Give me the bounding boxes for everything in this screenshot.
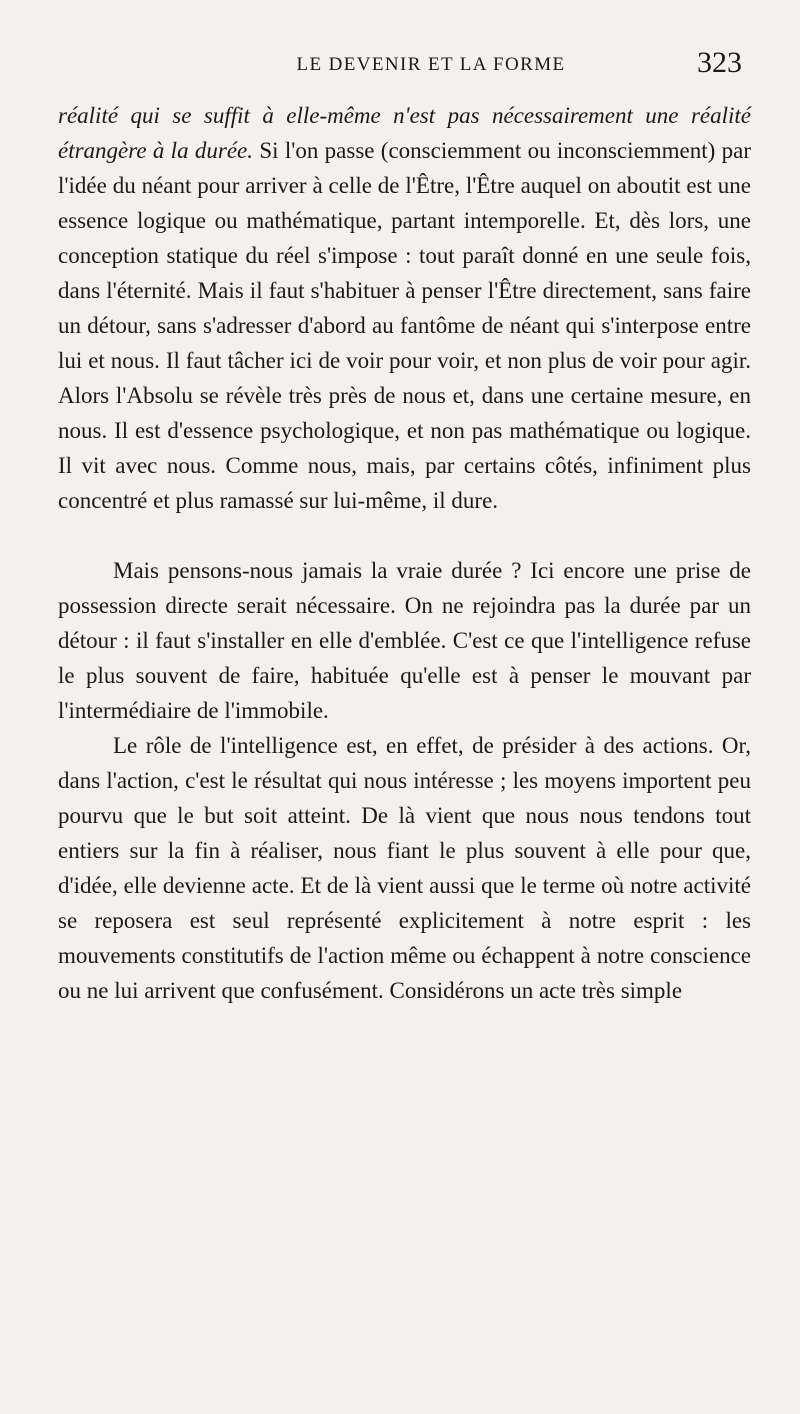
paragraph-1-italic-lead: réalité qui se suffit à elle-même n'est pas nécessairement une réalité étrangère à la durée. — [58, 103, 751, 163]
paragraph-3: Le rôle de l'intelligence est, en effet, de présider à des actions. Or, dans l'action, c'est le résultat qui nous intéresse ; les moyens importent peu pourvu que le but soit atteint. De là vient que nous nous tendons tout entiers sur la fin à réaliser, nous fiant le plus souvent à elle pour que, d'idée, elle devienne acte. Et de là vient aussi que le terme où notre activité se reposera est seul représenté explicitement à notre esprit : les mouvements constitutifs de l'action même ou échappent à notre conscience ou ne lui arrivent que confusément. Considérons un acte très simple — [58, 733, 751, 1003]
paragraph-1 — [58, 98, 751, 518]
paragraph-2: Mais pensons-nous jamais la vraie durée ? Ici encore une prise de possession directe serait nécessaire. On ne rejoindra pas la durée par un détour : il faut s'installer en elle d'emblée. C'est ce que l'intelligence refuse le plus souvent de faire, habituée qu'elle est à penser le mouvant par l'intermédiaire de l'immobile. — [58, 558, 751, 723]
page-header — [120, 46, 742, 90]
page-number: 323 — [697, 46, 742, 79]
paragraph-1-text: Si l'on passe (consciemment ou inconsciemment) par l'idée du néant pour arriver à celle de l'Être, l'Être auquel on aboutit est une essence logique ou mathématique, partant intemporelle. Et, dès lors, une conception statique du réel s'impose : tout paraît donné en une seule fois, dans l'éternité. Mais il faut s'habituer à penser l'Être directement, sans faire un détour, sans s'adresser d'abord au fantôme de néant qui s'interpose entre lui et nous. Il faut tâcher ici de voir pour voir, et non plus de voir pour agir. Alors l'Absolu se révèle très près de nous et, dans une certaine mesure, en nous. Il est d'essence psychologique, et non pas mathématique ou logique. Il vit avec nous. Comme nous, mais, par certains côtés, infiniment plus concentré et plus ramassé sur lui-même, il dure. — [58, 138, 751, 513]
running-head: LE DEVENIR ET LA FORME — [296, 54, 566, 75]
body-text — [58, 98, 751, 1008]
